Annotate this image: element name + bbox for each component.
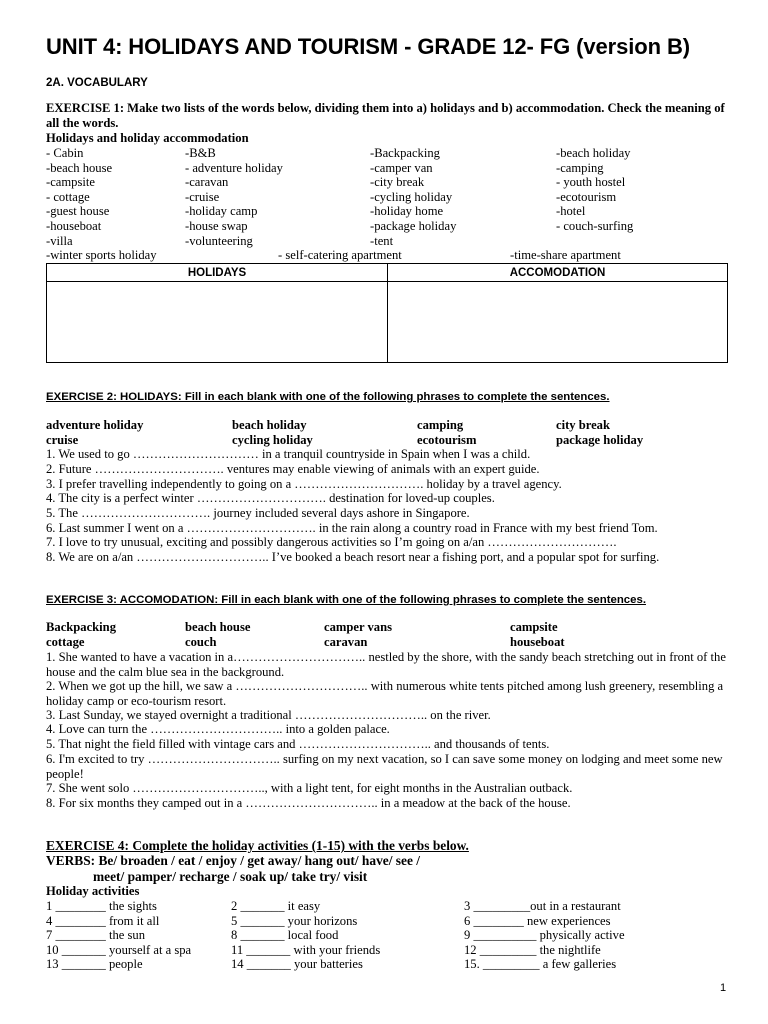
ex3-word: caravan (324, 634, 368, 649)
ex4-activity: 11 _______ with your friends (231, 942, 381, 957)
ex3-sentence: 1. She wanted to have a vacation in a………………………….. nestled by the shore, with the sandy beach stretching out in front of the house and the calm blue sea in the background. (46, 650, 726, 679)
ex4-activity: 4 ________ from it all (46, 913, 160, 928)
ex2-word: cruise (46, 432, 79, 447)
holidays-column-header: HOLIDAYS (47, 264, 388, 282)
ex3-word: Backpacking (46, 620, 116, 634)
ex3-word: beach house (185, 620, 251, 634)
ex1-word: -volunteering (185, 233, 253, 248)
document-title: UNIT 4: HOLIDAYS AND TOURISM - GRADE 12- FG (version B) (46, 34, 690, 59)
ex4-activity: 10 _______ yourself at a spa (46, 942, 192, 957)
ex1-word: - youth hostel (556, 175, 626, 190)
ex1-word: -house swap (185, 219, 248, 233)
holidays-answer-cell[interactable] (47, 282, 388, 363)
ex3-word: cottage (46, 634, 85, 649)
ex2-sentence: 6. Last summer I went on a …………………………. in the rain along a country road in France with my best friend Tom. (46, 521, 658, 535)
ex1-word: -beach house (46, 160, 113, 175)
ex3-word: houseboat (510, 634, 565, 649)
ex1-last-word-2: - self-catering apartment (278, 248, 402, 262)
ex1-word: -caravan (185, 175, 229, 190)
ex4-activity: 7 ________ the sun (46, 928, 145, 943)
ex2-word: package holiday (556, 432, 644, 447)
ex2-sentence: 3. I prefer travelling independently to going on a …………………………. holiday by a travel agency. (46, 477, 562, 491)
ex1-word: -ecotourism (556, 189, 617, 204)
ex1-word: -B&B (185, 146, 216, 160)
ex2-sentence: 8. We are on a/an ………………………….. I’ve booked a beach resort near a fishing port, and a popular spot for surfing. (46, 550, 660, 564)
ex1-word: -campsite (46, 175, 95, 190)
ex4-heading: EXERCISE 4: Complete the holiday activities (1-15) with the verbs below. (46, 838, 469, 853)
accommodation-column-header: ACCOMODATION (388, 264, 728, 282)
ex1-answer-table (46, 263, 728, 363)
ex1-word: -holiday camp (185, 204, 258, 219)
ex4-activity: 13 _______ people (46, 957, 143, 972)
ex3-sentence: 3. Last Sunday, we stayed overnight a traditional ………………………….. on the river. (46, 708, 491, 722)
ex2-word: beach holiday (232, 418, 307, 432)
ex2-sentence: 1. We used to go ………………………… in a tranquil countryside in Spain when I was a child. (46, 447, 531, 461)
ex1-word: -package holiday (370, 219, 457, 233)
ex4-activity: 2 _______ it easy (231, 899, 321, 913)
ex1-word: -holiday home (370, 204, 444, 219)
ex1-word: -camper van (370, 160, 433, 175)
ex4-activity: 15. _________ a few galleries (464, 957, 617, 972)
ex4-activity: 14 _______ your batteries (231, 957, 363, 972)
ex1-word: - cottage (46, 189, 90, 204)
ex1-word: -beach holiday (556, 146, 631, 160)
ex4-activity: 3 _________out in a restaurant (464, 899, 621, 913)
ex1-word: -Backpacking (370, 146, 440, 160)
ex4-activity: 1 ________ the sights (46, 899, 157, 913)
ex2-word: adventure holiday (46, 418, 144, 432)
ex3-sentence: 5. That night the field filled with vintage cars and ………………………….. and thousands of tents. (46, 737, 550, 751)
ex1-word: - couch-surfing (556, 219, 634, 233)
ex2-word: cycling holiday (232, 432, 313, 447)
ex1-word: -cruise (185, 189, 220, 204)
ex1-last-word-1: -winter sports holiday (46, 248, 157, 262)
ex1-word: -camping (556, 160, 604, 175)
page-number: 1 (720, 982, 727, 994)
ex4-activity: 6 ________ new experiences (464, 913, 611, 928)
ex3-sentence: 7. She went solo ………………………….., with a light tent, for eight months in the Australian outback. (46, 781, 573, 795)
ex1-word: -villa (46, 233, 73, 248)
ex1-word: -guest house (46, 204, 110, 219)
ex3-sentence: 8. For six months they camped out in a ………………………….. in a meadow at the back of the house. (46, 796, 571, 810)
ex1-last-word-3: -time-share apartment (510, 248, 621, 262)
ex1-word: -houseboat (46, 219, 102, 233)
ex4-verbs-line-1: VERBS: Be/ broaden / eat / enjoy / get away/ hang out/ have/ see / (46, 853, 420, 868)
ex2-word: ecotourism (417, 432, 477, 447)
ex3-sentence: 6. I'm excited to try ………………………….. surfing on my next vacation, so I can save some money on lodging and meet some new people! (46, 752, 723, 781)
ex1-word: - adventure holiday (185, 160, 283, 175)
ex2-word: city break (556, 418, 610, 432)
ex4-activity: 12 _________ the nightlife (464, 942, 601, 957)
ex1-word: -cycling holiday (370, 189, 453, 204)
ex4-subheading: Holiday activities (46, 884, 140, 898)
ex4-activity: 9 __________ physically active (464, 928, 625, 943)
ex1-word: -hotel (556, 204, 586, 219)
ex2-word: camping (417, 418, 464, 432)
ex2-sentence: 2. Future …………………………. ventures may enable viewing of animals with an expert guide. (46, 462, 540, 476)
ex2-sentence: 4. The city is a perfect winter …………………………. destination for loved-up couples. (46, 491, 495, 505)
ex3-heading: EXERCISE 3: ACCOMODATION: Fill in each blank with one of the following phrases to complete the sentences. (46, 594, 646, 606)
accommodation-answer-cell[interactable] (388, 282, 728, 363)
ex4-activity: 5 _______ your horizons (231, 913, 358, 928)
ex3-sentence: 2. When we got up the hill, we saw a ………………………….. with numerous white tents pitched among lush greenery, resembling a holiday camp or eco-tourism resort. (46, 679, 724, 708)
ex1-word: -tent (370, 233, 394, 248)
ex4-verbs-line-2: meet/ pamper/ recharge / soak up/ take try/ visit (93, 869, 368, 884)
ex2-sentence: 5. The …………………………. journey included several days ashore in Singapore. (46, 506, 470, 520)
ex1-word: - Cabin (46, 146, 84, 160)
ex3-word: camper vans (324, 620, 392, 634)
ex1-word: -city break (370, 175, 425, 190)
section-heading: 2A. VOCABULARY (46, 77, 148, 89)
ex1-heading: EXERCISE 1: Make two lists of the words below, dividing them into a) holidays and b) accommodation. Check the meaning of all the words. (46, 101, 725, 130)
ex3-word: campsite (510, 620, 558, 634)
ex3-sentence: 4. Love can turn the ………………………….. into a golden palace. (46, 722, 390, 736)
ex2-heading: EXERCISE 2: HOLIDAYS: Fill in each blank with one of the following phrases to complete the sentences. (46, 391, 610, 403)
ex4-activity: 8 _______ local food (231, 928, 339, 943)
ex2-sentence: 7. I love to try unusual, exciting and possibly dangerous activities so I’m going on a/an …………………………. (46, 535, 617, 549)
ex1-subheading: Holidays and holiday accommodation (46, 131, 249, 145)
ex3-word: couch (185, 634, 217, 649)
